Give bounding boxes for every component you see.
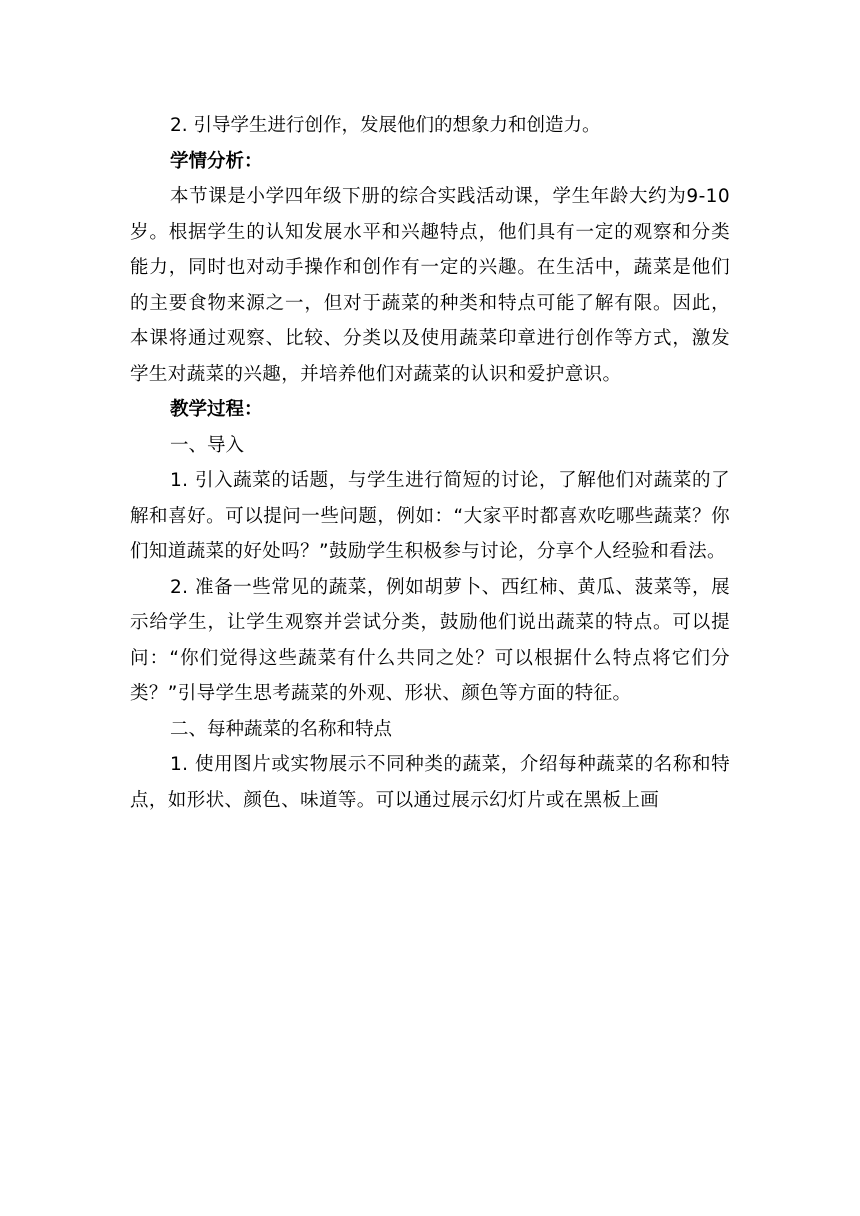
section-heading-learner-analysis: 学情分析： — [170, 150, 263, 172]
section-heading-teaching-process: 教学过程： — [170, 399, 263, 420]
learner-analysis-paragraph: 本节课是小学四年级下册的综合实践活动课，学生年龄大约为9-10岁。根据学生的认知发展水平和兴趣特点，他们具有一定的观察和分类能力，同时也对动手操作和创作有一定的兴趣。在生活中，蔬菜是他们的主要食物来源之一，但对于蔬菜的种类和特点可能了解有限。因此，本课将通过观察、比较、分类以及使用蔬菜印章进行创作等方式，激发学生对蔬菜的兴趣，并培养他们对蔬菜的认识和爱护意识。 — [130, 186, 730, 385]
document-page — [130, 108, 730, 818]
vegetable-names-step-1: 1. 使用图片或实物展示不同种类的蔬菜，介绍每种蔬菜的名称和特点，如形状、颜色、味道等。可以通过展示幻灯片或在黑板上画 — [130, 754, 730, 811]
introduction-step-1: 1. 引入蔬菜的话题，与学生进行简短的讨论，了解他们对蔬菜的了解和喜好。可以提问一些问题，例如：“大家平时都喜欢吃哪些蔬菜？你们知道蔬菜的好处吗？”鼓励学生积极参与讨论，分享个人经验和看法。 — [130, 470, 730, 562]
subheading-vegetable-names: 二、每种蔬菜的名称和特点 — [170, 718, 393, 740]
introduction-step-2: 2. 准备一些常见的蔬菜，例如胡萝卜、西红柿、黄瓜、菠菜等，展示给学生，让学生观察并尝试分类，鼓励他们说出蔬菜的特点。可以提问：“你们觉得这些蔬菜有什么共同之处？可以根据什么特点将它们分类？”引导学生思考蔬菜的外观、形状、颜色等方面的特征。 — [130, 576, 730, 704]
objective-item-2: 2. 引导学生进行创作，发展他们的想象力和创造力。 — [170, 115, 601, 136]
subheading-introduction: 一、导入 — [170, 434, 245, 456]
